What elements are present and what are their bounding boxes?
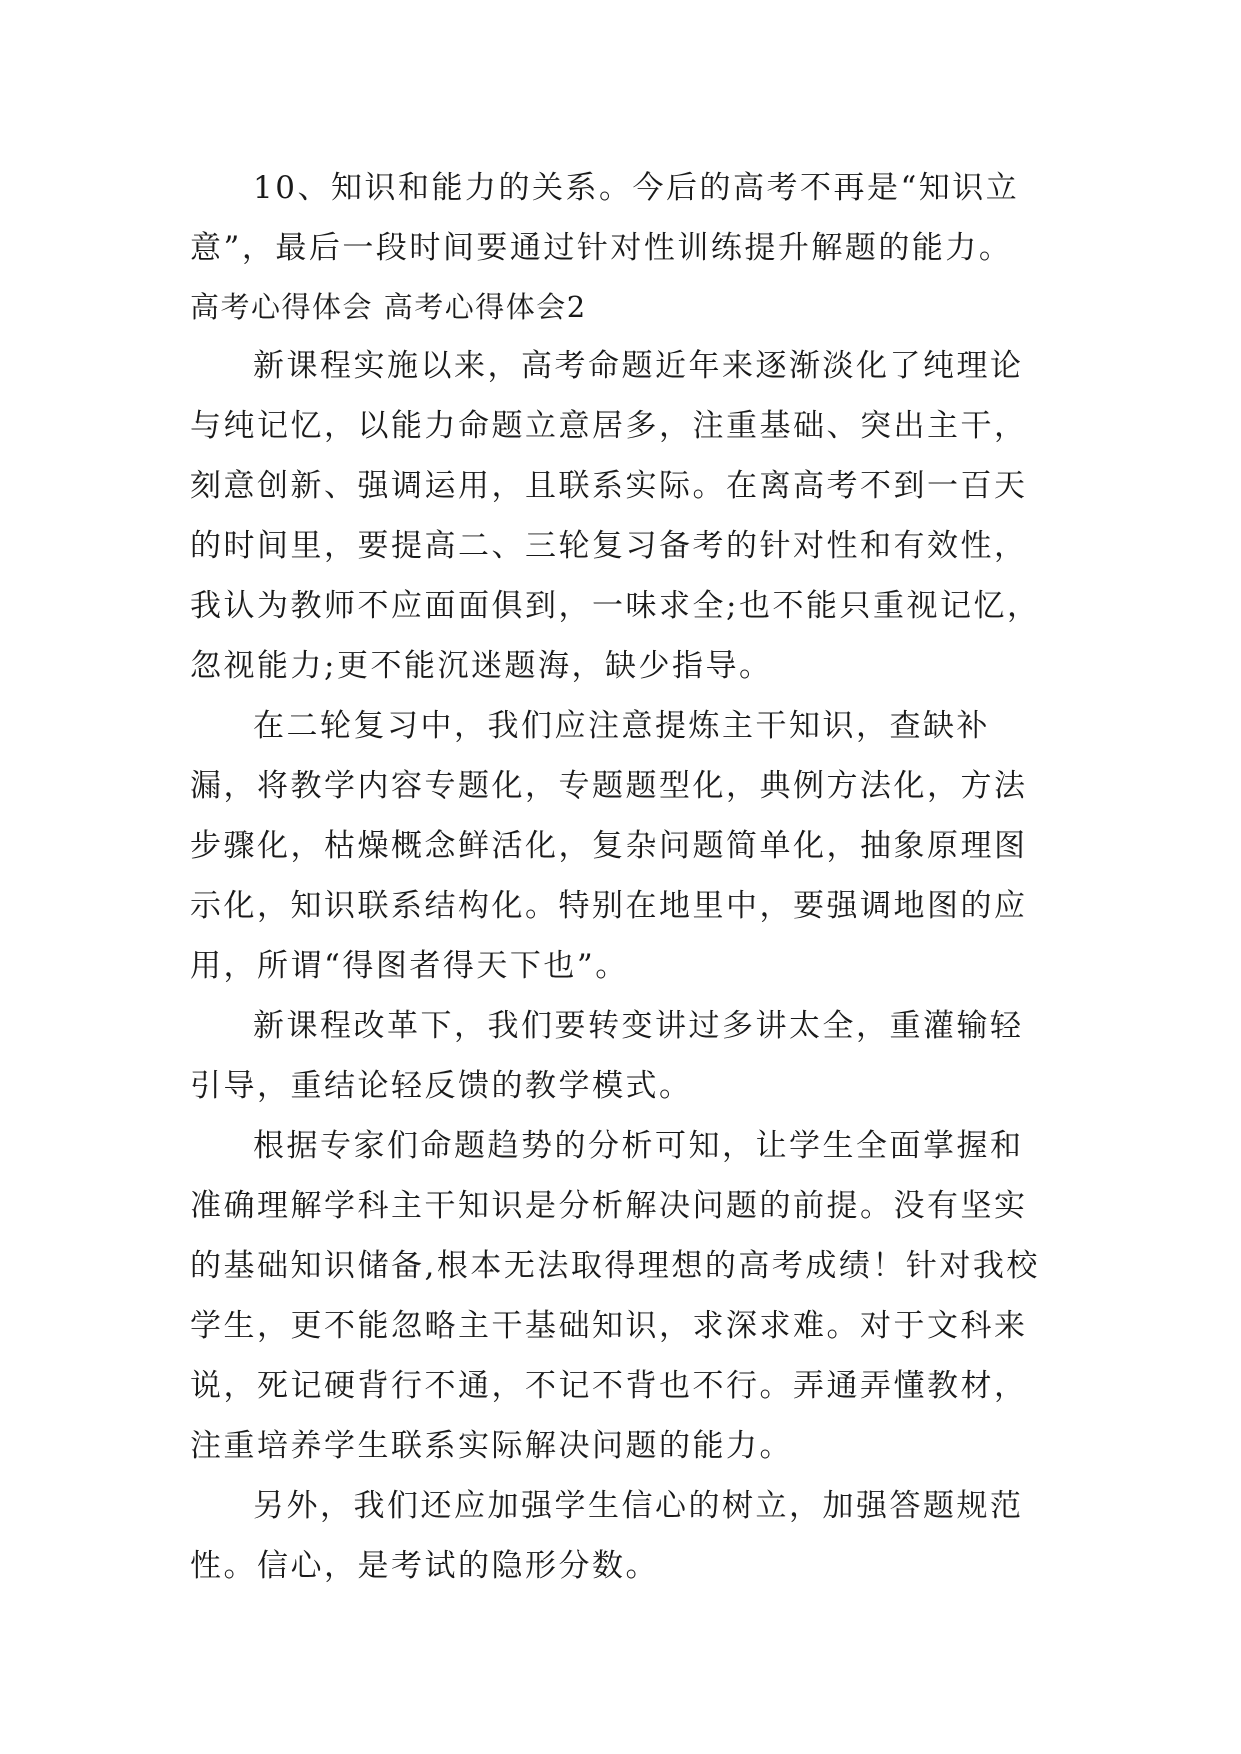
paragraph-expert-analysis: 根据专家们命题趋势的分析可知，让学生全面掌握和准确理解学科主干知识是分析解决问题的前提。没有坚实的基础知识储备,根本无法取得理想的高考成绩！针对我校学生，更不能忽略主干基础知识，求深求难。对于文科来说，死记硬背行不通，不记不背也不行。弄通弄懂教材，注重培养学生联系实际解决问题的能力。 <box>190 1128 1040 1464</box>
paragraph-knowledge-ability: 10、知识和能力的关系。今后的高考不再是“知识立意”，最后一段时间要通过针对性训练提升解题的能力。 <box>190 170 1020 266</box>
paragraph-confidence: 另外，我们还应加强学生信心的树立，加强答题规范性。信心，是考试的隐形分数。 <box>190 1488 1024 1584</box>
paragraph-new-curriculum: 新课程实施以来，高考命题近年来逐渐淡化了纯理论与纯记忆，以能力命题立意居多，注重基础、突出主干，刻意创新、强调运用，且联系实际。在离高考不到一百天的时间里，要提高二、三轮复习备考的针对性和有效性，我认为教师不应面面俱到，一味求全;也不能只重视记忆，忽视能力;更不能沉迷题海，缺少指导。 <box>190 348 1041 684</box>
paragraph-second-review: 在二轮复习中，我们应注意提炼主干知识，查缺补漏，将教学内容专题化，专题题型化，典例方法化，方法步骤化，枯燥概念鲜活化，复杂问题简单化，抽象原理图示化，知识联系结构化。特别在地里中，要强调地图的应用，所谓“得图者得天下也”。 <box>190 708 1028 984</box>
paragraph-teaching-mode: 新课程改革下，我们要转变讲过多讲太全，重灌输轻引导，重结论轻反馈的教学模式。 <box>190 1008 1024 1104</box>
document-body <box>190 158 1050 1596</box>
section-heading: 高考心得体会 高考心得体会2 <box>190 290 587 324</box>
